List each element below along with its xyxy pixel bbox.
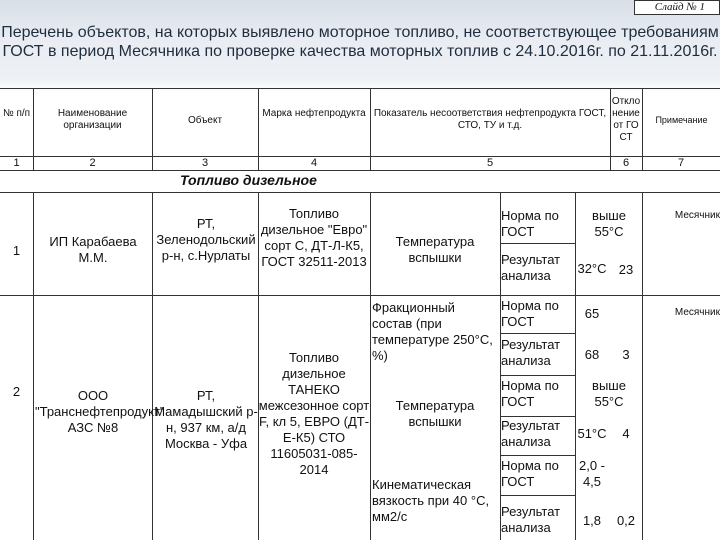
col-divider <box>642 192 643 540</box>
norm-label: Норма по ГОСТ <box>501 208 559 239</box>
section-title: Топливо дизельное <box>180 172 317 188</box>
section-bottom-line <box>0 192 720 193</box>
row-org: ИП Карабаева М.М. <box>49 234 137 265</box>
norm-value: 65 <box>584 306 600 321</box>
note-value: Месячник <box>674 210 720 221</box>
header-org: Наименование организации <box>57 108 128 131</box>
norm-divider <box>500 243 575 244</box>
header-deviation: Отклонение от ГОСТ <box>611 96 641 143</box>
col-number: 4 <box>310 157 318 169</box>
deviation-value: 23 <box>618 262 634 277</box>
row-divider <box>0 295 720 296</box>
slide-number-label: Слайд № 1 <box>634 0 720 15</box>
col-divider <box>370 192 371 540</box>
result-value: 68 <box>584 347 600 362</box>
norm-label: Норма по ГОСТ <box>501 298 559 329</box>
header-object: Объект <box>187 115 223 126</box>
norm-label: Норма по ГОСТ <box>501 378 559 409</box>
numbers-bottom-line <box>0 170 720 171</box>
result-label: Результат анализа <box>501 418 561 449</box>
deviation-value: 4 <box>622 426 630 441</box>
col-number: 5 <box>486 157 494 169</box>
row-object: РТ, Мамадышский р-н, 937 км, а/д Москва - Уфа <box>154 388 258 451</box>
norm-label: Норма по ГОСТ <box>501 458 559 489</box>
col-number: 1 <box>13 157 20 169</box>
indicator-name: Температура вспышки <box>395 398 475 429</box>
col-number: 2 <box>89 157 96 169</box>
result-value: 51°С <box>577 426 607 441</box>
header-brand: Марка нефтепродукта <box>262 108 366 119</box>
result-label: Результат анализа <box>501 337 561 368</box>
col-divider <box>152 192 153 540</box>
row-num: 2 <box>12 384 21 399</box>
result-label: Результат анализа <box>501 504 561 535</box>
header-note: Примечание <box>655 115 708 125</box>
norm-divider <box>500 375 575 376</box>
result-value: 1,8 <box>582 513 602 528</box>
row-object: РТ, Зеленодольский р-н, с.Нурлаты <box>156 216 256 263</box>
page-title: Перечень объектов, на которых выявлено моторное топливо, не соответствующее требованиям ГОСТ в период Месячника по проверке качества моторных топлив с 24.10.2016г. по 21.11.2016г. <box>1 24 719 60</box>
col-number: 3 <box>201 157 209 169</box>
col-number: 6 <box>622 157 630 169</box>
norm-value: выше 55°С <box>592 208 626 239</box>
header-indicator: Показатель несоответствия нефтепродукта ГОСТ, СТО, ТУ и т.д. <box>373 108 607 131</box>
row-org: ООО "Транснефтепродукт" АЗС №8 <box>35 388 165 435</box>
col-number: 7 <box>677 157 685 169</box>
col-divider <box>33 192 34 540</box>
indicator-name: Температура вспышки <box>395 234 475 265</box>
result-label: Результат анализа <box>501 252 561 283</box>
norm-value: выше 55°С <box>592 378 626 409</box>
deviation-value: 3 <box>622 347 630 362</box>
norm-divider <box>500 495 575 496</box>
norm-value: 2,0 - 4,5 <box>578 458 605 489</box>
result-value: 32°С <box>577 261 607 276</box>
row-brand: Топливо дизельное "Евро" сорт С, ДТ-Л-К5, ГОСТ 32511-2013 <box>260 206 368 269</box>
indicator-name: Фракционный состав (при температуре 250°С, %) <box>372 300 493 363</box>
note-value: Месячник <box>674 307 720 318</box>
norm-divider <box>500 333 575 334</box>
row-brand: Топливо дизельное ТАНЕКО межсезонное сорт F, кл 5, ЕВРО (ДТ-Е-К5) СТО 11605031-085-2014 <box>258 350 370 477</box>
header-num: № п/п <box>2 108 31 119</box>
row-num: 1 <box>12 243 21 258</box>
norm-divider <box>500 416 575 417</box>
norm-divider <box>500 455 575 456</box>
table-border-top <box>0 88 720 89</box>
indicator-name: Кинематическая вязкость при 40 °С, мм2/с <box>372 477 490 524</box>
deviation-value: 0,2 <box>616 513 636 528</box>
